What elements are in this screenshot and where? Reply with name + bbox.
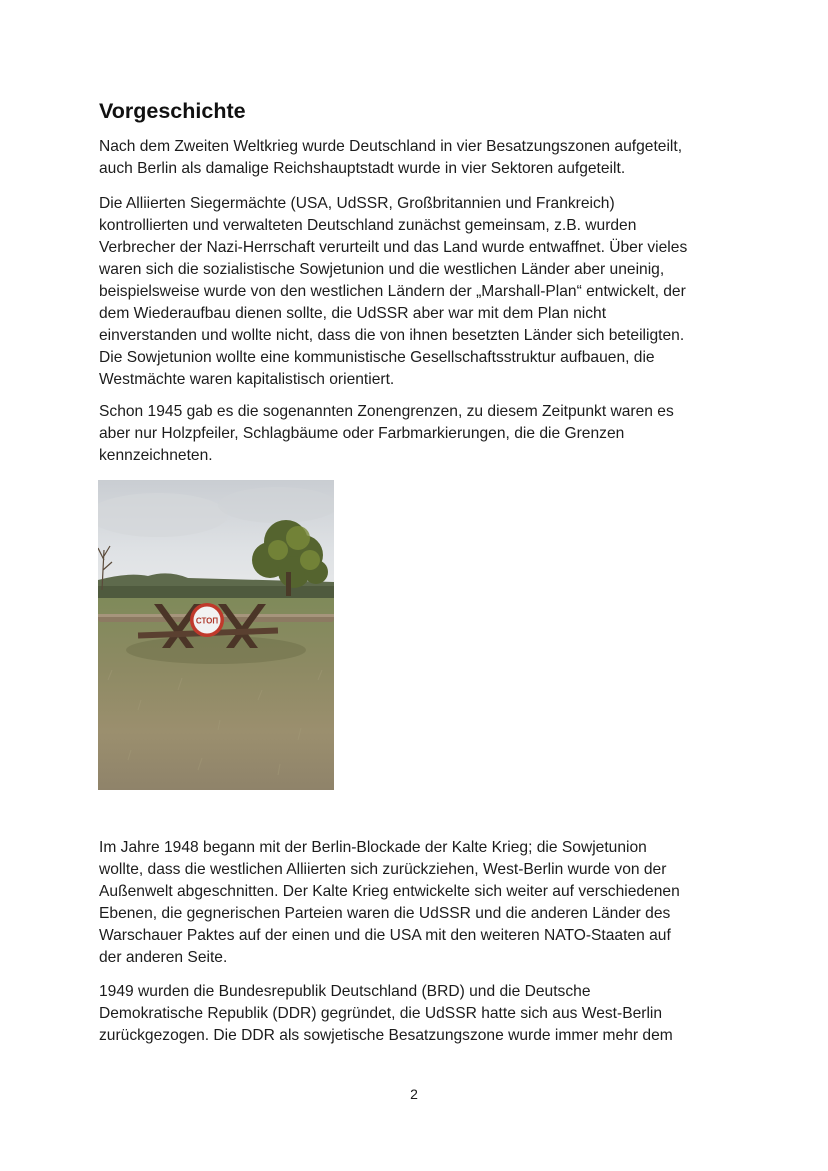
- border-barrier-photo: [98, 480, 334, 790]
- text-line: auch Berlin als damalige Reichshauptstadt wurde in vier Sektoren aufgeteilt.: [99, 160, 626, 177]
- paragraph-cold-war: [99, 837, 739, 969]
- text-line: aber nur Holzpfeiler, Schlagbäume oder Farbmarkierungen, die die Grenzen: [99, 425, 625, 442]
- text-line: kontrollierten und verwalteten Deutschland zunächst gemeinsam, z.B. wurden: [99, 217, 637, 234]
- section-heading: Vorgeschichte: [99, 99, 246, 123]
- text-line: Die Alliierten Siegermächte (USA, UdSSR, Großbritannien und Frankreich): [99, 195, 615, 212]
- paragraph-zone-borders: [99, 401, 739, 467]
- text-line: kennzeichneten.: [99, 447, 213, 464]
- text-line: Westmächte waren kapitalistisch orientiert.: [99, 371, 395, 388]
- text-line: Warschauer Paktes auf der einen und die USA mit den weiteren NATO-Staaten auf: [99, 927, 671, 944]
- text-line: Nach dem Zweiten Weltkrieg wurde Deutschland in vier Besatzungszonen aufgeteilt,: [99, 138, 683, 155]
- text-line: dem Wiederaufbau dienen sollte, die UdSSR aber war mit dem Plan nicht: [99, 305, 607, 322]
- text-line: waren sich die sozialistische Sowjetunion und die westlichen Länder aber uneinig,: [99, 261, 665, 278]
- text-line: 1949 wurden die Bundesrepublik Deutschland (BRD) und die Deutsche: [99, 983, 591, 1000]
- text-line: der anderen Seite.: [99, 949, 228, 966]
- text-line: Verbrecher der Nazi-Herrschaft verurteilt und das Land wurde entwaffnet. Über vieles: [99, 239, 688, 256]
- page-number: 2: [410, 1086, 418, 1102]
- text-line: Schon 1945 gab es die sogenannten Zonengrenzen, zu diesem Zeitpunkt waren es: [99, 403, 674, 420]
- text-line: Die Sowjetunion wollte eine kommunistische Gesellschaftsstruktur aufbauen, die: [99, 349, 655, 366]
- text-line: Ebenen, die gegnerischen Parteien waren die UdSSR und die anderen Länder des: [99, 905, 671, 922]
- stop-sign-text: СТОП: [195, 616, 219, 626]
- text-line: beispielsweise wurde von den westlichen Ländern der „Marshall-Plan“ entwickelt, der: [99, 283, 686, 300]
- paragraph-brd-ddr-founding: [99, 981, 739, 1047]
- text-line: zurückgezogen. Die DDR als sowjetische Besatzungszone wurde immer mehr dem: [99, 1027, 673, 1044]
- text-line: Im Jahre 1948 begann mit der Berlin-Blockade der Kalte Krieg; die Sowjetunion: [99, 839, 647, 856]
- paragraph-allied-powers: [99, 193, 739, 391]
- paragraph-occupation-zones: [99, 136, 739, 180]
- text-line: einverstanden und wollte nicht, dass die von ihnen besetzten Länder sich beteiligten.: [99, 327, 685, 344]
- text-line: Außenwelt abgeschnitten. Der Kalte Krieg entwickelte sich weiter auf verschiedenen: [99, 883, 680, 900]
- text-line: Demokratische Republik (DDR) gegründet, die UdSSR hatte sich aus West-Berlin: [99, 1005, 663, 1022]
- text-line: wollte, dass die westlichen Alliierten sich zurückziehen, West-Berlin wurde von der: [99, 861, 667, 878]
